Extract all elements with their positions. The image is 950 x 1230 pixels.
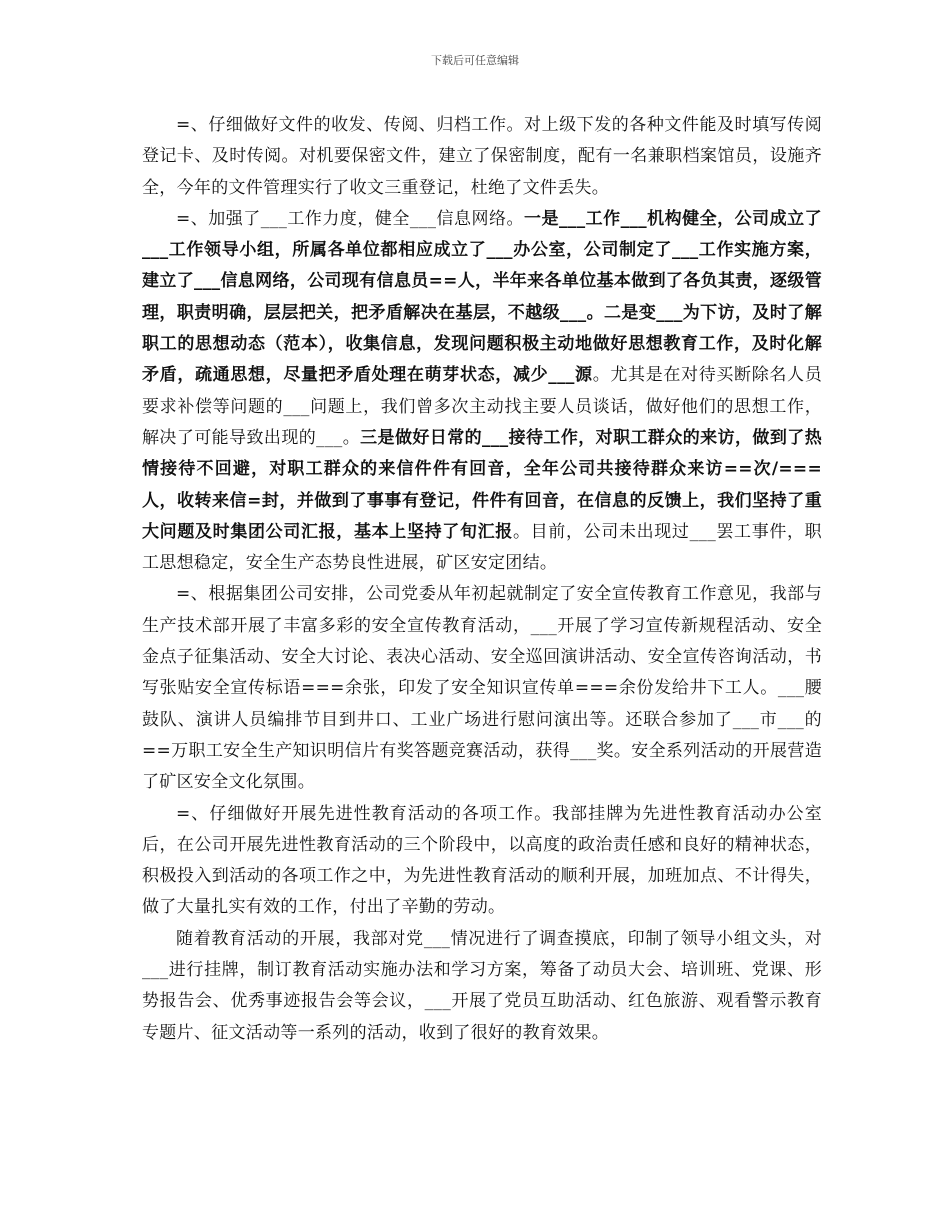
paragraph-petition-end: 。目前，公司未出现过___罢工事件，职工思想稳定，安全生产态势良性进展，矿区安定团结。	[142, 521, 822, 574]
paragraph-education-activities: 随着教育活动的开展，我部对党___情况进行了调查摸底，印制了领导小组文头，对___进行挂牌，制订教育活动实施办法和学习方案，筹备了动员大会、培训班、党课、形势报告会、优秀事迹报告会等会议，___开展了党员互助活动、红色旅游、观看警示教育专题片、征文活动等一系列的活动，收到了很好的教育效果。	[142, 928, 822, 1043]
paragraph-petition-bold-two: 三是做好日常的___接待工作，对职工群众的来访，做到了热情接待不回避，对职工群众的来信件件有回音，全年公司共接待群众来访==次/===人，收转来信=封，并做到了事事有登记，件件有回音，在信息的反馈上，我们坚持了重大问题及时集团公司汇报，基本上坚持了旬汇报	[142, 427, 822, 542]
paragraph-safety-education: =、根据集团公司安排，公司党委从年初起就制定了安全宣传教育工作意见，我部与生产技术部开展了丰富多彩的安全宣传教育活动，___开展了学习宣传新规程活动、安全金点子征集活动、安全大讨论、表决心活动、安全巡回演讲活动、安全宣传咨询活动，书写张贴安全宣传标语===余张，印发了安全知识宣传单===余份发给井下工人。___腰鼓队、演讲人员编排节目到井口、工业广场进行慰问演出等。还联合参加了___市___的==万职工安全生产知识明信片有奖答题竞赛活动，获得___奖。安全系列活动的开展营造了矿区安全文化氛围。	[142, 584, 822, 793]
paragraph-petition-work	[142, 204, 822, 580]
document-body	[142, 110, 822, 1049]
paragraph-petition-middle: 。尤其是在对待买断除名人员要求补偿等问题的___问题上，我们曾多次主动找主要人员谈话，做好他们的思想工作，解决了可能导致出现的___。	[142, 365, 822, 448]
paragraph-file-management: =、仔细做好文件的收发、传阅、归档工作。对上级下发的各种文件能及时填写传阅登记卡、及时传阅。对机要保密文件，建立了保密制度，配有一名兼职档案馆员，设施齐全，今年的文件管理实行了收文三重登记，杜绝了文件丢失。	[142, 115, 822, 198]
paragraph-advanced-education: =、仔细做好开展先进性教育活动的各项工作。我部挂牌为先进性教育活动办公室后，在公司开展先进性教育活动的三个阶段中，以高度的政治责任感和良好的精神状态，积极投入到活动的各项工作之中，为先进性教育活动的顺利开展，加班加点、不计得失，做了大量扎实有效的工作，付出了辛勤的劳动。	[142, 803, 822, 918]
page-header: 下载后可任意编辑	[431, 54, 519, 67]
paragraph-petition-intro: =、加强了___工作力度，健全___信息网络。	[176, 208, 524, 229]
paragraph-petition-bold-one: 一是___工作___机构健全，公司成立了___工作领导小组，所属各单位都相应成立了___办公室，公司制定了___工作实施方案，建立了___信息网络，公司现有信息员==人，半年来各单位基本做到了各负其责，逐级管理，职责明确，层层把关，把矛盾解决在基层，不越级___。二是变___为下访，及时了解职工的思想动态（范本），收集信息，发现问题积极主动地做好思想教育工作，及时化解矛盾，疏通思想，尽量把矛盾处理在萌芽状态，减少___源	[142, 208, 822, 386]
